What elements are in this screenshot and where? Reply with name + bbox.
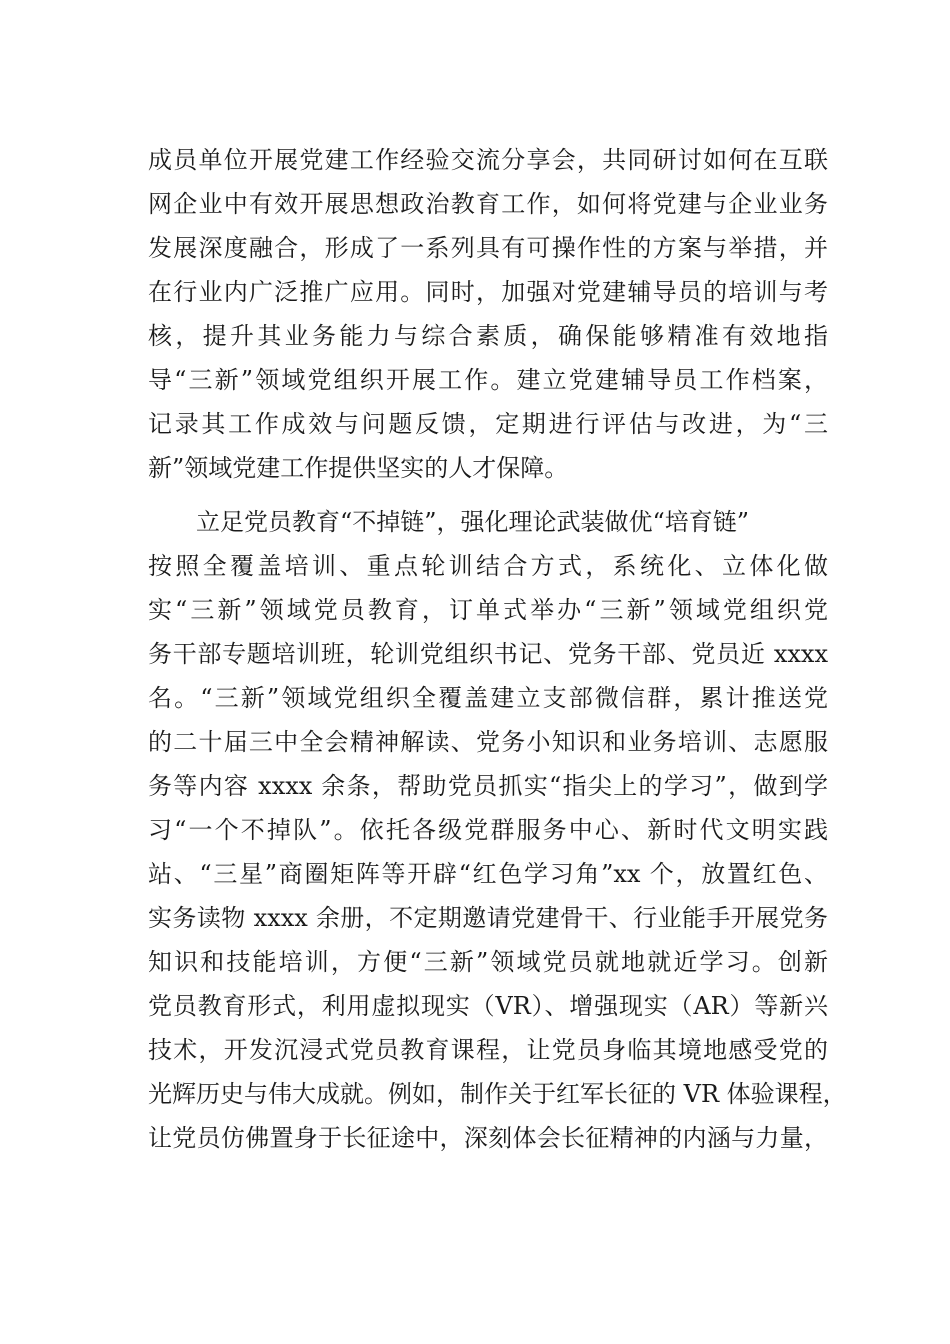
paragraph-2-line-10: 实务读物 xxxx 余册，不定期邀请党建骨干、行业能手开展党务 [148, 904, 828, 932]
paragraph-1-line-5: 核，提升其业务能力与综合素质，确保能够精准有效地指 [148, 322, 828, 350]
paragraph-1-line-4: 在行业内广泛推广应用。同时，加强对党建辅导员的培训与考 [148, 278, 828, 306]
paragraph-2-line-2: 按照全覆盖培训、重点轮训结合方式，系统化、立体化做 [148, 552, 828, 580]
paragraph-2-line-14: 光辉历史与伟大成就。例如，制作关于红军长征的 VR 体验课程， [148, 1080, 847, 1108]
paragraph-2-line-4: 务干部专题培训班，轮训党组织书记、党务干部、党员近 xxxx [148, 640, 828, 668]
paragraph-2-line-13: 技术，开发沉浸式党员教育课程，让党员身临其境地感受党的 [148, 1036, 828, 1064]
paragraph-2-line-7: 务等内容 xxxx 余条，帮助党员抓实“指尖上的学习”，做到学 [148, 772, 828, 800]
paragraph-2-line-6: 的二十届三中全会精神解读、党务小知识和业务培训、志愿服 [148, 728, 828, 756]
paragraph-1-line-1: 成员单位开展党建工作经验交流分享会，共同研讨如何在互联 [148, 146, 828, 174]
paragraph-2-line-12: 党员教育形式，利用虚拟现实（VR）、增强现实（AR）等新兴 [148, 992, 828, 1020]
paragraph-2-line-15: 让党员仿佛置身于长征途中，深刻体会长征精神的内涵与力量， [148, 1124, 828, 1152]
paragraph-2-heading-line: 立足党员教育“不掉链”，强化理论武装做优“培育链” [196, 508, 750, 536]
paragraph-1-line-2: 网企业中有效开展思想政治教育工作，如何将党建与企业业务 [148, 190, 828, 218]
body-text [148, 140, 847, 1180]
paragraph-1-line-3: 发展深度融合，形成了一系列具有可操作性的方案与举措，并 [148, 234, 828, 262]
paragraph-2-line-3: 实“三新”领域党员教育，订单式举办“三新”领域党组织党 [148, 596, 828, 624]
paragraph-2-line-9: 站、“三星”商圈矩阵等开辟“红色学习角”xx 个，放置红色、 [148, 860, 828, 888]
paragraph-2-line-11: 知识和技能培训，方便“三新”领域党员就地就近学习。创新 [148, 948, 828, 976]
paragraph-1-line-7: 记录其工作成效与问题反馈，定期进行评估与改进，为“三 [148, 410, 828, 438]
paragraph-1-line-6: 导“三新”领域党组织开展工作。建立党建辅导员工作档案， [148, 366, 828, 394]
paragraph-2-line-5: 名。“三新”领域党组织全覆盖建立支部微信群，累计推送党 [148, 684, 828, 712]
paragraph-2-line-8: 习“一个不掉队”。依托各级党群服务中心、新时代文明实践 [148, 816, 828, 844]
paragraph-1-line-8: 新”领域党建工作提供坚实的人才保障。 [148, 454, 569, 482]
